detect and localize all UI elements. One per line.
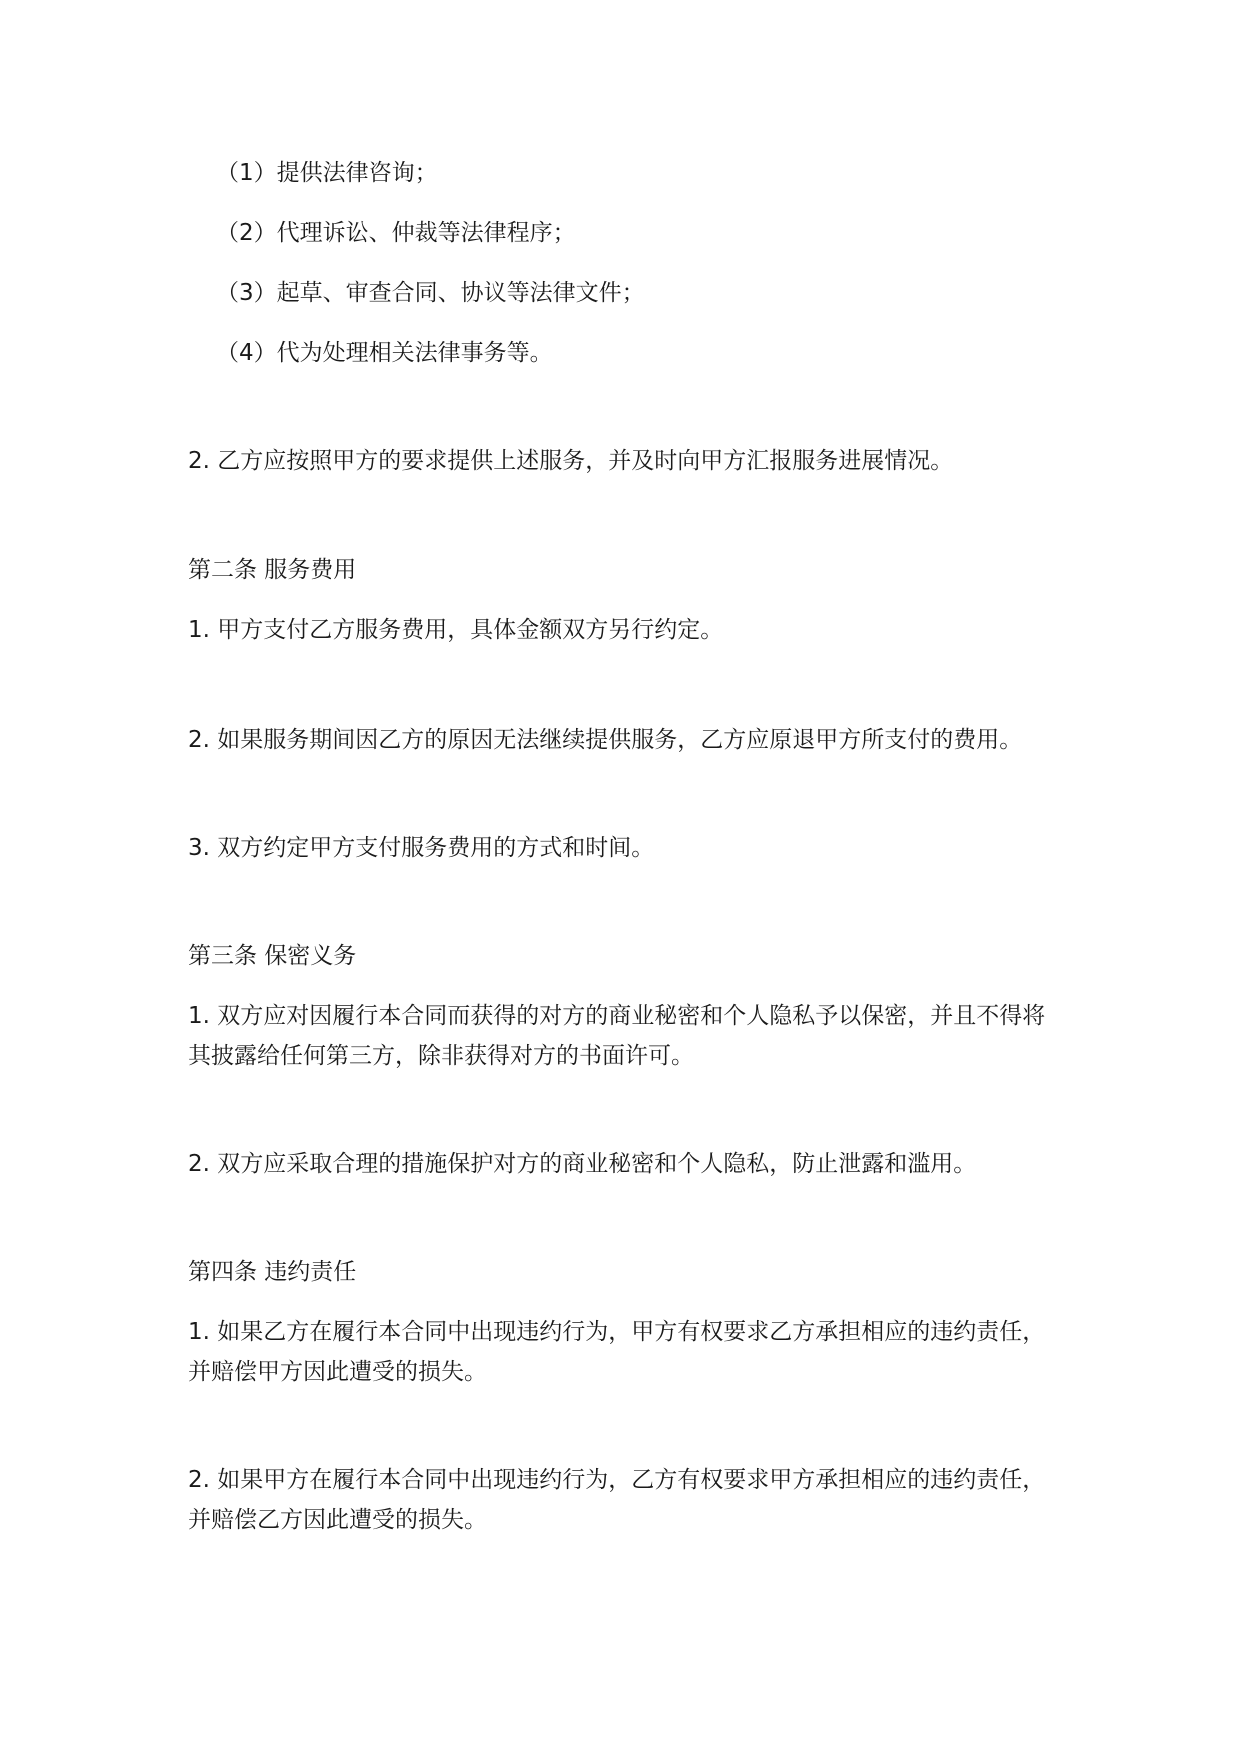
article3-item1-line2: 其披露给任何第三方，除非获得对方的书面许可。 — [188, 1043, 694, 1069]
article2-heading: 第二条 服务费用 — [188, 557, 357, 583]
article3-item2: 2. 双方应采取合理的措施保护对方的商业秘密和个人隐私，防止泄露和滥用。 — [188, 1151, 977, 1177]
service-item-3: （3）起草、审查合同、协议等法律文件； — [216, 280, 645, 306]
service-item-2: （2）代理诉讼、仲裁等法律程序； — [216, 220, 576, 246]
article4-item1-line2: 并赔偿甲方因此遭受的损失。 — [188, 1359, 487, 1385]
article2-item1: 1. 甲方支付乙方服务费用，具体金额双方另行约定。 — [188, 617, 724, 643]
article2-item3: 3. 双方约定甲方支付服务费用的方式和时间。 — [188, 835, 655, 861]
service-item-1: （1）提供法律咨询； — [216, 160, 438, 186]
service-item-4: （4）代为处理相关法律事务等。 — [216, 340, 553, 366]
article3-item1-line1: 1. 双方应对因履行本合同而获得的对方的商业秘密和个人隐私予以保密，并且不得将 — [188, 1003, 1046, 1029]
clause1-item2: 2. 乙方应按照甲方的要求提供上述服务，并及时向甲方汇报服务进展情况。 — [188, 448, 954, 474]
article3-heading: 第三条 保密义务 — [188, 943, 357, 969]
article4-heading: 第四条 违约责任 — [188, 1259, 357, 1285]
article4-item1-line1: 1. 如果乙方在履行本合同中出现违约行为，甲方有权要求乙方承担相应的违约责任， — [188, 1319, 1046, 1345]
article2-item2: 2. 如果服务期间因乙方的原因无法继续提供服务，乙方应原退甲方所支付的费用。 — [188, 727, 1023, 753]
article4-item2-line1: 2. 如果甲方在履行本合同中出现违约行为，乙方有权要求甲方承担相应的违约责任， — [188, 1467, 1046, 1493]
article4-item2-line2: 并赔偿乙方因此遭受的损失。 — [188, 1507, 487, 1533]
